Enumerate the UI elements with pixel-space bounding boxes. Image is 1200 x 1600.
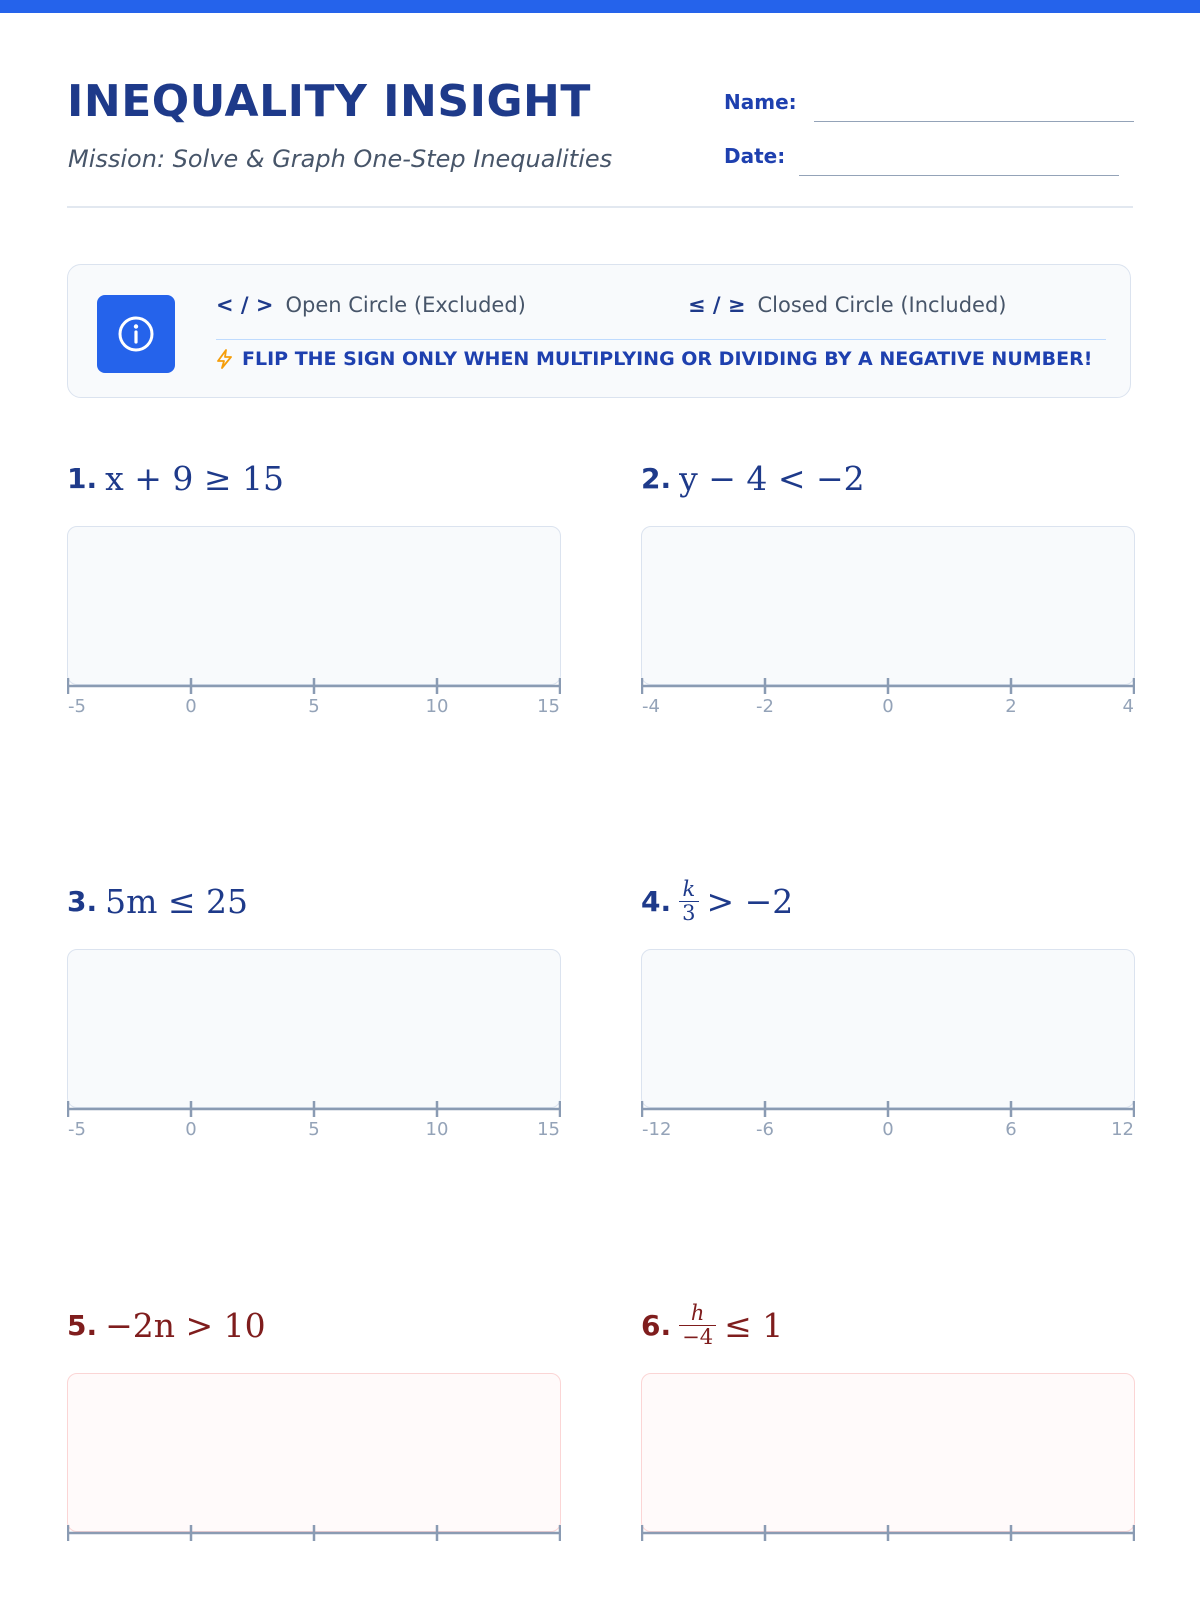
number-line-label: -5 — [68, 1119, 86, 1140]
number-line-label: -4 — [642, 696, 660, 717]
page-subtitle: Mission: Solve & Graph One-Step Inequalities — [68, 145, 613, 173]
legend-warning — [216, 348, 1092, 370]
number-line[interactable] — [641, 1518, 1135, 1574]
number-line-label: 0 — [185, 696, 197, 717]
work-area[interactable] — [641, 1373, 1135, 1532]
page-title: INEQUALITY INSIGHT — [67, 76, 591, 127]
work-area[interactable] — [641, 526, 1135, 685]
open-symbol: < / > — [216, 293, 274, 317]
closed-symbol: ≤ / ≥ — [688, 293, 746, 317]
problem-label — [641, 1301, 1135, 1349]
problem-5 — [67, 1305, 561, 1345]
fraction-denominator: 3 — [679, 901, 698, 924]
work-area[interactable] — [67, 526, 561, 685]
problem-label — [641, 458, 1135, 498]
name-line[interactable] — [814, 121, 1134, 122]
number-line[interactable] — [67, 1518, 561, 1574]
number-line-label: -6 — [756, 1119, 774, 1140]
number-line-label: 10 — [425, 696, 449, 717]
work-area[interactable] — [67, 949, 561, 1108]
number-line[interactable] — [641, 671, 1135, 727]
number-line-label: 5 — [308, 1119, 320, 1140]
problem-number: 2. — [641, 461, 672, 495]
number-line-label: 15 — [537, 696, 560, 717]
number-line-label: 10 — [425, 1119, 449, 1140]
number-line-label: 2 — [1005, 696, 1017, 717]
problem-4 — [641, 877, 1135, 1140]
problem-number: 6. — [641, 1308, 672, 1342]
problem-comparison: > −2 — [706, 881, 794, 921]
number-line-label: 5 — [308, 696, 320, 717]
problem-number: 4. — [641, 884, 672, 918]
legend-box — [67, 264, 1131, 398]
legend-rule — [216, 339, 1106, 340]
problem-comparison: ≤ 1 — [724, 1305, 784, 1345]
info-icon — [97, 295, 175, 373]
closed-text: Closed Circle (Included) — [757, 293, 1007, 317]
header-divider — [67, 206, 1133, 208]
work-area[interactable] — [67, 1373, 561, 1532]
problem-number: 1. — [67, 461, 98, 495]
number-line-label: -2 — [756, 696, 774, 717]
number-line-label: -5 — [68, 696, 86, 717]
open-text: Open Circle (Excluded) — [285, 293, 526, 317]
problem-3 — [67, 881, 561, 1140]
fraction-denominator: −4 — [679, 1325, 716, 1348]
problem-label — [67, 1305, 561, 1345]
problem-label — [67, 881, 561, 921]
problem-label — [67, 458, 561, 498]
fraction-numerator: h — [690, 1301, 705, 1326]
fraction — [679, 878, 698, 923]
fraction — [679, 1302, 716, 1347]
problem-number: 5. — [67, 1308, 98, 1342]
number-line-label: 15 — [537, 1119, 560, 1140]
number-line-label: 0 — [882, 1119, 894, 1140]
problem-label — [641, 877, 1135, 925]
number-line-label: 0 — [185, 1119, 197, 1140]
legend-closed-circle — [688, 293, 1007, 317]
problem-number: 3. — [67, 884, 98, 918]
number-line-label: 12 — [1111, 1119, 1134, 1140]
problem-equation: y − 4 < −2 — [679, 458, 865, 498]
number-line-label: 4 — [1122, 696, 1134, 717]
lightning-icon — [216, 349, 234, 369]
problem-equation: −2n > 10 — [105, 1305, 266, 1345]
fraction-numerator: k — [682, 877, 696, 902]
name-label: Name: — [724, 90, 797, 114]
number-line[interactable] — [67, 1094, 561, 1150]
warning-text: FLIP THE SIGN ONLY WHEN MULTIPLYING OR DIVIDING BY A NEGATIVE NUMBER! — [242, 348, 1093, 370]
work-area[interactable] — [641, 949, 1135, 1108]
number-line-label: 0 — [882, 696, 894, 717]
date-label: Date: — [724, 144, 786, 168]
number-line[interactable] — [67, 671, 561, 727]
number-line[interactable] — [641, 1094, 1135, 1150]
date-line[interactable] — [799, 175, 1119, 176]
problem-equation: 5m ≤ 25 — [105, 881, 249, 921]
number-line-label: 6 — [1005, 1119, 1017, 1140]
problem-1 — [67, 458, 561, 717]
legend-open-circle — [216, 293, 526, 317]
problem-equation: x + 9 ≥ 15 — [105, 458, 284, 498]
problem-6 — [641, 1301, 1135, 1349]
number-line-label: -12 — [642, 1119, 672, 1140]
top-accent-bar — [0, 0, 1200, 13]
problem-2 — [641, 458, 1135, 717]
